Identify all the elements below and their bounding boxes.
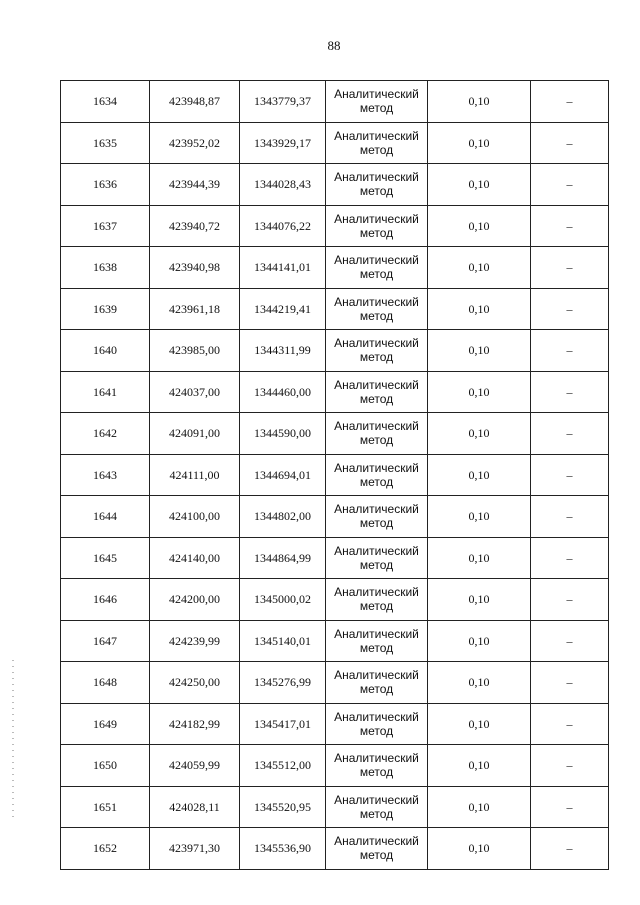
note-dash-cell: – [531,828,609,870]
table-row [61,786,609,828]
y-coordinate-cell: 1345276,99 [240,662,326,704]
method-cell [326,164,428,206]
y-coordinate-cell: 1344694,01 [240,454,326,496]
accuracy-cell: 0,10 [428,371,531,413]
method-line-2: метод [359,391,394,406]
method-line-2: метод [359,806,394,821]
y-coordinate-cell: 1344864,99 [240,537,326,579]
note-dash-cell: – [531,786,609,828]
method-line-2: метод [359,599,394,614]
accuracy-cell: 0,10 [428,205,531,247]
table-row [61,537,609,579]
point-number-cell: 1652 [61,828,150,870]
method-line-2: метод [359,640,394,655]
method-cell [326,703,428,745]
method-cell [326,828,428,870]
note-dash-cell: – [531,620,609,662]
accuracy-cell: 0,10 [428,122,531,164]
table-row [61,330,609,372]
method-line-2: метод [359,101,394,116]
method-line-2: метод [359,682,394,697]
method-line-1: Аналитический [334,792,419,807]
note-dash-cell: – [531,579,609,621]
x-coordinate-cell: 423985,00 [150,330,240,372]
method-line-1: Аналитический [334,211,419,226]
y-coordinate-cell: 1345536,90 [240,828,326,870]
method-cell [326,288,428,330]
accuracy-cell: 0,10 [428,164,531,206]
accuracy-cell: 0,10 [428,288,531,330]
method-cell [326,662,428,704]
method-line-2: метод [359,557,394,572]
method-cell [326,537,428,579]
accuracy-cell: 0,10 [428,247,531,289]
note-dash-cell: – [531,745,609,787]
point-number-cell: 1634 [61,81,150,123]
point-number-cell: 1638 [61,247,150,289]
point-number-cell: 1649 [61,703,150,745]
table-row [61,745,609,787]
accuracy-cell: 0,10 [428,620,531,662]
y-coordinate-cell: 1343779,37 [240,81,326,123]
method-cell [326,413,428,455]
method-line-1: Аналитический [334,460,419,475]
table-row [61,703,609,745]
note-dash-cell: – [531,371,609,413]
accuracy-cell: 0,10 [428,81,531,123]
point-number-cell: 1636 [61,164,150,206]
point-number-cell: 1643 [61,454,150,496]
table-row [61,81,609,123]
y-coordinate-cell: 1345512,00 [240,745,326,787]
table-row [61,122,609,164]
accuracy-cell: 0,10 [428,703,531,745]
method-cell [326,122,428,164]
x-coordinate-cell: 424059,99 [150,745,240,787]
method-cell [326,454,428,496]
table-row [61,413,609,455]
accuracy-cell: 0,10 [428,579,531,621]
x-coordinate-cell: 424182,99 [150,703,240,745]
x-coordinate-cell: 423940,98 [150,247,240,289]
method-cell [326,579,428,621]
x-coordinate-cell: 424239,99 [150,620,240,662]
point-number-cell: 1637 [61,205,150,247]
note-dash-cell: – [531,122,609,164]
method-cell [326,371,428,413]
method-line-1: Аналитический [334,87,419,102]
method-cell [326,620,428,662]
point-number-cell: 1644 [61,496,150,538]
table-row [61,620,609,662]
point-number-cell: 1639 [61,288,150,330]
coordinates-table-body [61,81,609,870]
x-coordinate-cell: 424200,00 [150,579,240,621]
x-coordinate-cell: 424111,00 [150,454,240,496]
y-coordinate-cell: 1345417,01 [240,703,326,745]
method-line-2: метод [359,350,394,365]
y-coordinate-cell: 1345140,01 [240,620,326,662]
x-coordinate-cell: 424028,11 [150,786,240,828]
note-dash-cell: – [531,413,609,455]
point-number-cell: 1642 [61,413,150,455]
coordinates-table [60,80,609,870]
note-dash-cell: – [531,205,609,247]
method-cell [326,745,428,787]
point-number-cell: 1651 [61,786,150,828]
x-coordinate-cell: 424250,00 [150,662,240,704]
method-line-2: метод [359,848,394,863]
table-row [61,496,609,538]
accuracy-cell: 0,10 [428,828,531,870]
note-dash-cell: – [531,496,609,538]
method-cell [326,330,428,372]
y-coordinate-cell: 1344141,01 [240,247,326,289]
method-line-1: Аналитический [334,585,419,600]
method-line-2: метод [359,267,394,282]
method-line-2: метод [359,184,394,199]
method-line-2: метод [359,474,394,489]
method-line-1: Аналитический [334,751,419,766]
method-line-1: Аналитический [334,834,419,849]
x-coordinate-cell: 423948,87 [150,81,240,123]
table-row [61,205,609,247]
y-coordinate-cell: 1344028,43 [240,164,326,206]
method-cell [326,247,428,289]
method-line-1: Аналитический [334,253,419,268]
point-number-cell: 1641 [61,371,150,413]
note-dash-cell: – [531,537,609,579]
accuracy-cell: 0,10 [428,537,531,579]
y-coordinate-cell: 1344219,41 [240,288,326,330]
x-coordinate-cell: 424140,00 [150,537,240,579]
method-line-1: Аналитический [334,419,419,434]
y-coordinate-cell: 1345520,95 [240,786,326,828]
method-cell [326,786,428,828]
scan-artifact-margin [12,660,14,820]
table-row [61,288,609,330]
method-line-2: метод [359,516,394,531]
accuracy-cell: 0,10 [428,662,531,704]
point-number-cell: 1640 [61,330,150,372]
method-line-1: Аналитический [334,668,419,683]
x-coordinate-cell: 423944,39 [150,164,240,206]
method-line-1: Аналитический [334,626,419,641]
note-dash-cell: – [531,454,609,496]
note-dash-cell: – [531,81,609,123]
accuracy-cell: 0,10 [428,745,531,787]
method-cell [326,81,428,123]
coordinates-table-wrapper [60,80,608,870]
note-dash-cell: – [531,164,609,206]
table-row [61,454,609,496]
method-cell [326,496,428,538]
y-coordinate-cell: 1344076,22 [240,205,326,247]
method-line-1: Аналитический [334,543,419,558]
point-number-cell: 1646 [61,579,150,621]
table-row [61,579,609,621]
y-coordinate-cell: 1344590,00 [240,413,326,455]
x-coordinate-cell: 423940,72 [150,205,240,247]
method-line-1: Аналитический [334,377,419,392]
x-coordinate-cell: 424091,00 [150,413,240,455]
method-line-2: метод [359,765,394,780]
table-row [61,164,609,206]
method-line-1: Аналитический [334,336,419,351]
method-line-2: метод [359,308,394,323]
table-row [61,371,609,413]
point-number-cell: 1645 [61,537,150,579]
note-dash-cell: – [531,703,609,745]
x-coordinate-cell: 424037,00 [150,371,240,413]
accuracy-cell: 0,10 [428,496,531,538]
point-number-cell: 1648 [61,662,150,704]
point-number-cell: 1647 [61,620,150,662]
note-dash-cell: – [531,662,609,704]
y-coordinate-cell: 1344460,00 [240,371,326,413]
accuracy-cell: 0,10 [428,330,531,372]
y-coordinate-cell: 1344311,99 [240,330,326,372]
x-coordinate-cell: 423952,02 [150,122,240,164]
method-cell [326,205,428,247]
accuracy-cell: 0,10 [428,413,531,455]
x-coordinate-cell: 423971,30 [150,828,240,870]
note-dash-cell: – [531,288,609,330]
y-coordinate-cell: 1345000,02 [240,579,326,621]
table-row [61,662,609,704]
x-coordinate-cell: 424100,00 [150,496,240,538]
point-number-cell: 1650 [61,745,150,787]
method-line-2: метод [359,142,394,157]
x-coordinate-cell: 423961,18 [150,288,240,330]
method-line-2: метод [359,225,394,240]
table-row [61,828,609,870]
method-line-2: метод [359,433,394,448]
y-coordinate-cell: 1343929,17 [240,122,326,164]
method-line-2: метод [359,723,394,738]
y-coordinate-cell: 1344802,00 [240,496,326,538]
accuracy-cell: 0,10 [428,454,531,496]
table-row [61,247,609,289]
method-line-1: Аналитический [334,709,419,724]
method-line-1: Аналитический [334,502,419,517]
page-number: 88 [327,38,341,53]
method-line-1: Аналитический [334,128,419,143]
point-number-cell: 1635 [61,122,150,164]
method-line-1: Аналитический [334,294,419,309]
method-line-1: Аналитический [334,170,419,185]
note-dash-cell: – [531,247,609,289]
note-dash-cell: – [531,330,609,372]
accuracy-cell: 0,10 [428,786,531,828]
